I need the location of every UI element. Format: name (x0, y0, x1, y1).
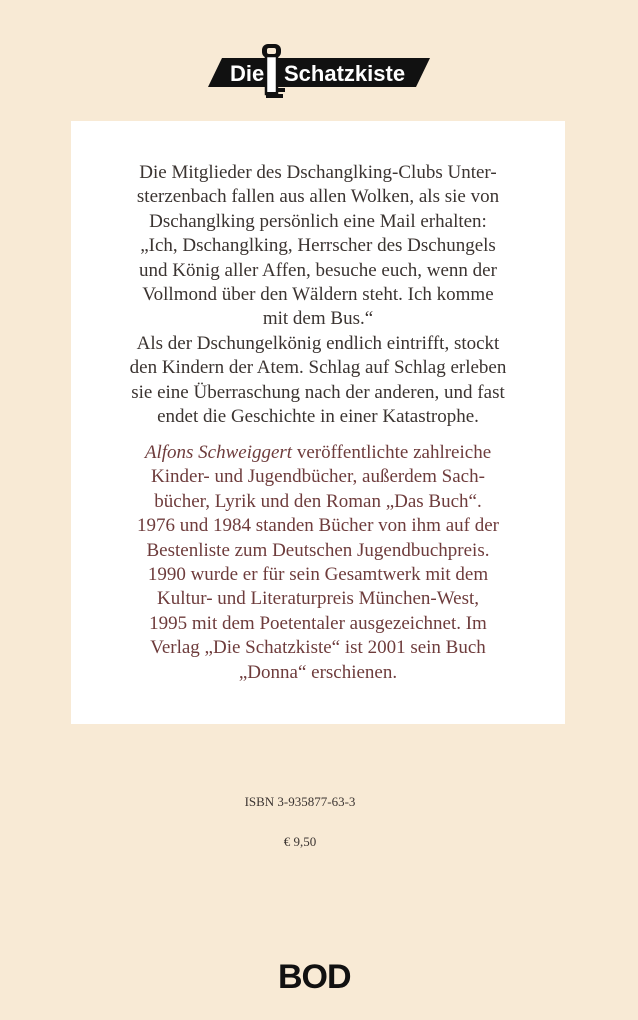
bio-line: „Donna“ erschienen. (238, 661, 398, 683)
price-label: € 9,50 (283, 834, 317, 849)
logo-left-word: Die (230, 61, 265, 86)
author-bio (71, 441, 565, 685)
bio-line: 1995 mit dem Poetentaler ausgezeichnet. Im (149, 612, 487, 634)
book-blurb (71, 161, 565, 429)
blurb-line: Vollmond über den Wäldern steht. Ich komme (142, 284, 494, 306)
blurb-line: mit dem Bus.“ (262, 308, 374, 330)
blurb-line: Dschanglking persönlich eine Mail erhalten: (149, 210, 487, 232)
blurb-line: sterzenbach fallen aus allen Wolken, als sie von (136, 186, 500, 208)
blurb-line: Als der Dschungelkönig endlich eintrifft, stockt (136, 332, 500, 354)
bio-line: 1976 und 1984 standen Bücher von ihm auf der (137, 515, 499, 537)
bio-first-line (71, 441, 565, 465)
schatzkiste-logo (208, 44, 430, 106)
bio-first-line-rest: veröffentlichte zahlreiche (292, 442, 492, 463)
author-name: Alfons Schweiggert (144, 442, 293, 463)
bio-line: bücher, Lyrik und den Roman „Das Buch“. (154, 490, 482, 512)
schatzkiste-logo-graphic (208, 44, 430, 106)
blurb-line: sie eine Überraschung nach der anderen, und fast (131, 381, 505, 403)
blurb-line: Die Mitglieder des Dschanglking-Clubs Unter- (139, 162, 497, 183)
bio-line: Kinder- und Jugendbücher, außerdem Sach- (151, 466, 485, 488)
bio-line: Bestenliste zum Deutschen Jugendbuchpreis. (146, 539, 490, 561)
isbn-label: ISBN 3-935877-63-3 (244, 794, 356, 809)
bio-line: Verlag „Die Schatzkiste“ ist 2001 sein Buch (150, 637, 486, 659)
blurb-line: endet die Geschichte in einer Katastrophe. (157, 406, 479, 428)
blurb-line: und König aller Affen, besuche euch, wenn der (139, 259, 497, 281)
bod-publisher-logo (276, 956, 360, 996)
bio-line: Kultur- und Literaturpreis München-West, (156, 588, 480, 610)
description-panel (71, 121, 565, 724)
logo-right-word: Schatzkiste (284, 61, 406, 86)
bio-line: 1990 wurde er für sein Gesamtwerk mit dem (147, 564, 489, 586)
bod-logo-text: BOD (278, 958, 351, 996)
blurb-line: den Kindern der Atem. Schlag auf Schlag erleben (129, 357, 507, 379)
blurb-line: „Ich, Dschanglking, Herrscher des Dschungels (140, 235, 496, 257)
